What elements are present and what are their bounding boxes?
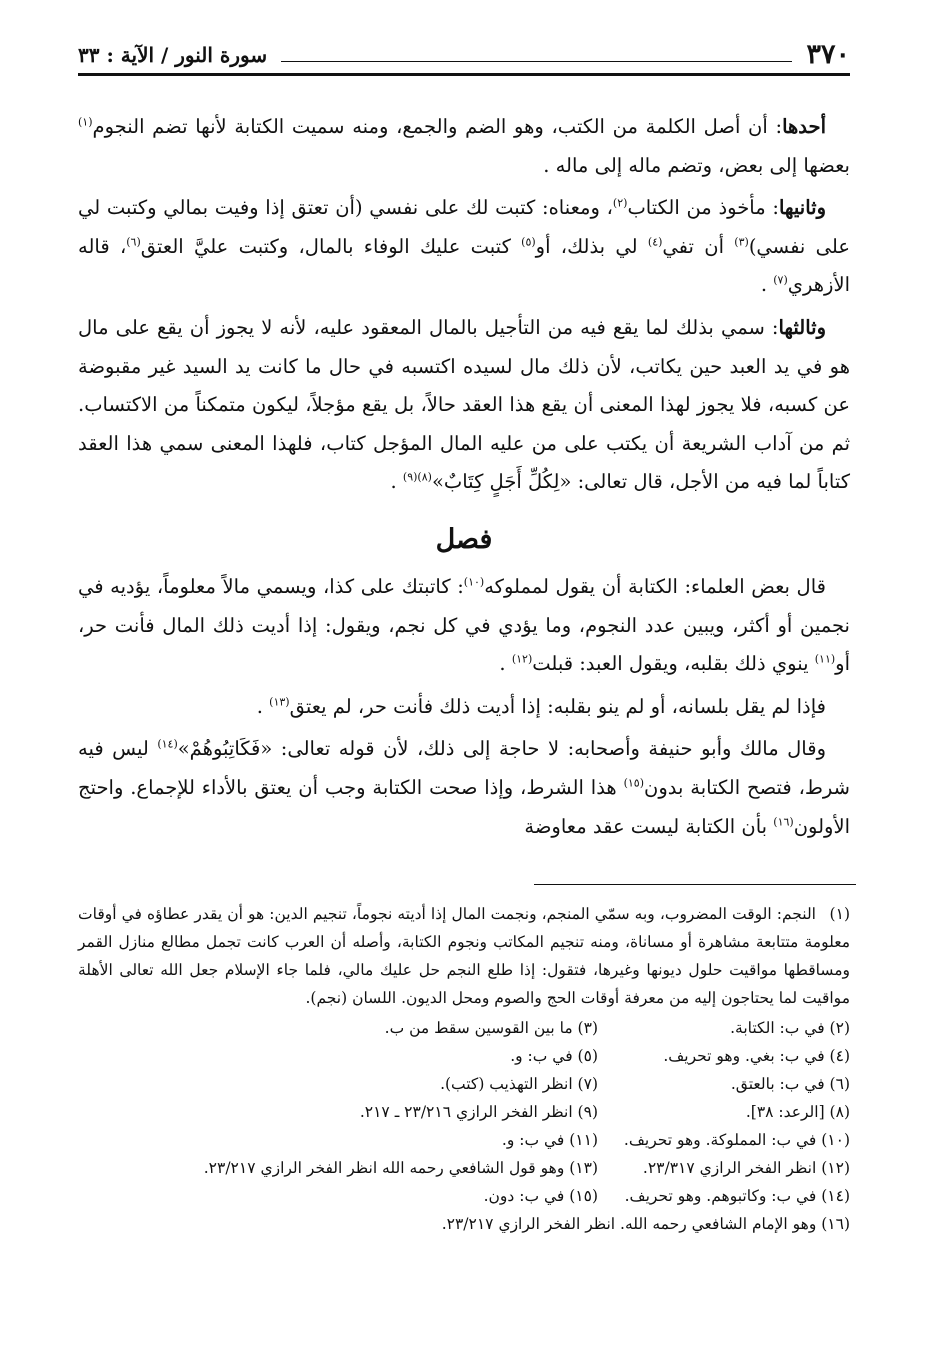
footnote-ref[interactable]: (١٤): [157, 737, 178, 751]
main-text: [78, 108, 850, 850]
paragraph-second-meaning: [78, 189, 850, 305]
paragraph-lead: أحدها: [782, 115, 826, 138]
footnote-ref[interactable]: (١٠): [463, 575, 485, 589]
paragraph-text: ليس فيه شرط، فتصح الكتابة بدون: [78, 737, 850, 799]
paragraph-text: كتبت عليك الوفاء بالمال، وكتبت عليَّ العتق: [140, 234, 522, 258]
footnote-number: (١): [829, 905, 850, 923]
page-number: ٣٧٠: [806, 39, 850, 70]
footnote-item: (١٣) وهو قول الشافعي رحمه الله انظر الفخر الرازي ٢٣/٢١٧.: [203, 1159, 598, 1177]
paragraph-text: ينوي ذلك بقلبه، ويقول العبد: قبلت: [532, 652, 815, 676]
paragraph-text: بعضها إلى بعض، وتضم ماله إلى ماله .: [543, 153, 850, 177]
paragraph-lead: وثانيها: [778, 196, 826, 220]
footnote-16: (١٦) وهو الإمام الشافعي رحمه الله. انظر الفخر الرازي ٢٣/٢١٧.: [441, 1215, 850, 1233]
footnote-ref[interactable]: (٤): [647, 235, 663, 249]
footnote-ref[interactable]: (٥): [521, 235, 536, 249]
paragraph-text: : كاتبتك على كذا، ويسمي مالاً معلوماً، يؤديه في نجمين أو أكثر، ويبين عدد النجوم، وما يؤدي في كل نجم، ويقول: إذا أديت ذلك المال فأنت حر، أو: [78, 574, 850, 676]
footnote-ref[interactable]: (١١): [814, 652, 836, 666]
running-header: [78, 36, 850, 76]
footnote-grid: [78, 1014, 850, 1210]
paragraph-opinions: [78, 730, 850, 846]
paragraph-text: : مأخوذ من الكتاب: [627, 196, 779, 220]
footnote-item: (١٠) في ب: المملوكة. وهو تحريف.: [623, 1131, 850, 1149]
footnote-text: النجم: الوقت المضروب، وبه سمّي المنجم، ونجمت المال إذا أديته نجوماً، تنجيم الدين: هو أن يقدر عطاؤه في أوقات معلومة متتابعة مشاهرة أو مساناة، ومنه تنجيم المكاتب ونجوم الكتابة، وأصله أن العرب كانت تجمل مطالع منازل القمر ومساقطها مواقيت حلول ديونها وغيرها، فتقول: إذا طلع النجم حل عليك مالي، فلما جاء الإسلام جعل الله تعالى الأهلة مواقيت لما يحتاجون إليه من معرفة أوقات الحج والصوم ومحل الديون. اللسان (نجم).: [78, 905, 850, 1007]
footnote-ref[interactable]: (٨)(٩): [402, 470, 432, 484]
paragraph-condition: [78, 688, 850, 727]
footnote-ref[interactable]: (٢): [612, 196, 628, 210]
paragraph-text: .: [760, 273, 774, 297]
footnote-1: [78, 900, 850, 1012]
paragraph-text: بأن الكتابة ليست عقد معاوضة: [524, 814, 774, 838]
footnote-item: (٥) في ب: و.: [510, 1047, 598, 1065]
section-title: فصل: [435, 523, 493, 555]
footnote-item: (٣) ما بين القوسين سقط من ب.: [384, 1019, 598, 1037]
paragraph-definition: [78, 568, 850, 684]
footnote-ref[interactable]: (١٦): [773, 815, 794, 828]
paragraph-lead: وثالثها: [778, 315, 826, 339]
footnote-item: (١٤) في ب: وكاتبوهم. وهو تحريف.: [624, 1187, 850, 1205]
footnote-item: (١٢) انظر الفخر الرازي ٢٣/٣١٧.: [642, 1159, 850, 1177]
footnote-item: (٧) انظر التهذيب (كتب).: [440, 1075, 598, 1093]
footnote-ref[interactable]: (٣): [734, 235, 749, 249]
paragraph-text: .: [499, 652, 512, 676]
footnote-separator: [534, 884, 856, 885]
footnote-ref[interactable]: (١): [78, 115, 93, 129]
header-rule: [281, 47, 792, 62]
footnote-item: (٩) انظر الفخر الرازي ٢٣/٢١٦ ـ ٢١٧.: [359, 1103, 598, 1121]
footnote-ref[interactable]: (١٢): [511, 652, 533, 666]
paragraph-text: ، قاله الأزهري: [78, 234, 850, 297]
footnotes: [78, 900, 850, 1238]
footnote-item: (٢) في ب: الكتابة.: [730, 1019, 850, 1037]
paragraph-text: هذا الشرط، وإذا صحت الكتابة وجب أن يعتق بالأداء للإجماع. واحتج الأولون: [78, 775, 850, 838]
paragraph-text: .: [256, 694, 270, 718]
footnote-ref[interactable]: (١٣): [269, 695, 290, 709]
footnote-item: (٨) [الرعد: ٣٨].: [745, 1103, 850, 1121]
footnote-item: (١٥) في ب: دون.: [483, 1187, 598, 1205]
footnote-item: (٦) في ب: بالعتق.: [730, 1075, 850, 1093]
footnote-ref[interactable]: (١٥): [623, 776, 645, 790]
footnote-ref[interactable]: (٧): [773, 273, 788, 287]
footnote-ref[interactable]: (٦): [126, 235, 141, 249]
paragraph-text: قال بعض العلماء: الكتابة أن يقول لمملوكه: [484, 574, 826, 598]
paragraph-text: : أن أصل الكلمة من الكتب، وهو الضم والجمع، ومنه سميت الكتابة لأنها تضم النجوم: [92, 115, 783, 138]
paragraph-first-meaning: [78, 108, 850, 185]
footnote-item: (٤) في ب: بغي. وهو تحريف.: [663, 1047, 850, 1065]
paragraph-third-meaning: [78, 309, 850, 502]
paragraph-text: وقال مالك وأبو حنيفة وأصحابه: لا حاجة إلى ذلك، لأن قوله تعالى: «فَكَاتِبُوهُمْ»: [177, 737, 826, 761]
paragraph-text: : سمي بذلك لما يقع فيه من التأجيل بالمال المعقود عليه، لأنه لا يجوز أن يقع على مال هو في يد العبد حين يكاتب، لأن ذلك مال لسيده اكتسبه في حال ما كانت يد السيد غير مقبوضة عن كسبه، فلا يجوز لهذا المعنى أن يقع هذا العقد حالاً، بل يقع مؤجلاً، ليكون متمكناً من الاكتساب. ثم من آداب الشريعة أن يكتب على من عليه المال المؤجل كتاب، فلهذا المعنى سمي هذا العقد كتاباً لما فيه من الأجل، قال تعالى: «لِكُلِّ أَجَلٍ كِتَابٌ»: [78, 315, 850, 494]
paragraph-text: فإذا لم يقل بلسانه، أو لم ينو بقلبه: إذا أديت ذلك فأنت حر، لم يعتق: [289, 694, 826, 718]
footnote-item: (١١) في ب: و.: [501, 1131, 598, 1149]
paragraph-text: لي بذلك، أو: [535, 234, 648, 258]
surah-reference: سورة النور / الآية : ٣٣: [78, 42, 268, 67]
paragraph-text: أن تفي: [662, 234, 735, 258]
paragraph-text: .: [390, 470, 403, 494]
paragraph-text: ، ومعناه: كتبت لك على نفسي (أن تعتق إذا وفيت بمالي وكتبت لي على نفسي): [78, 196, 850, 258]
